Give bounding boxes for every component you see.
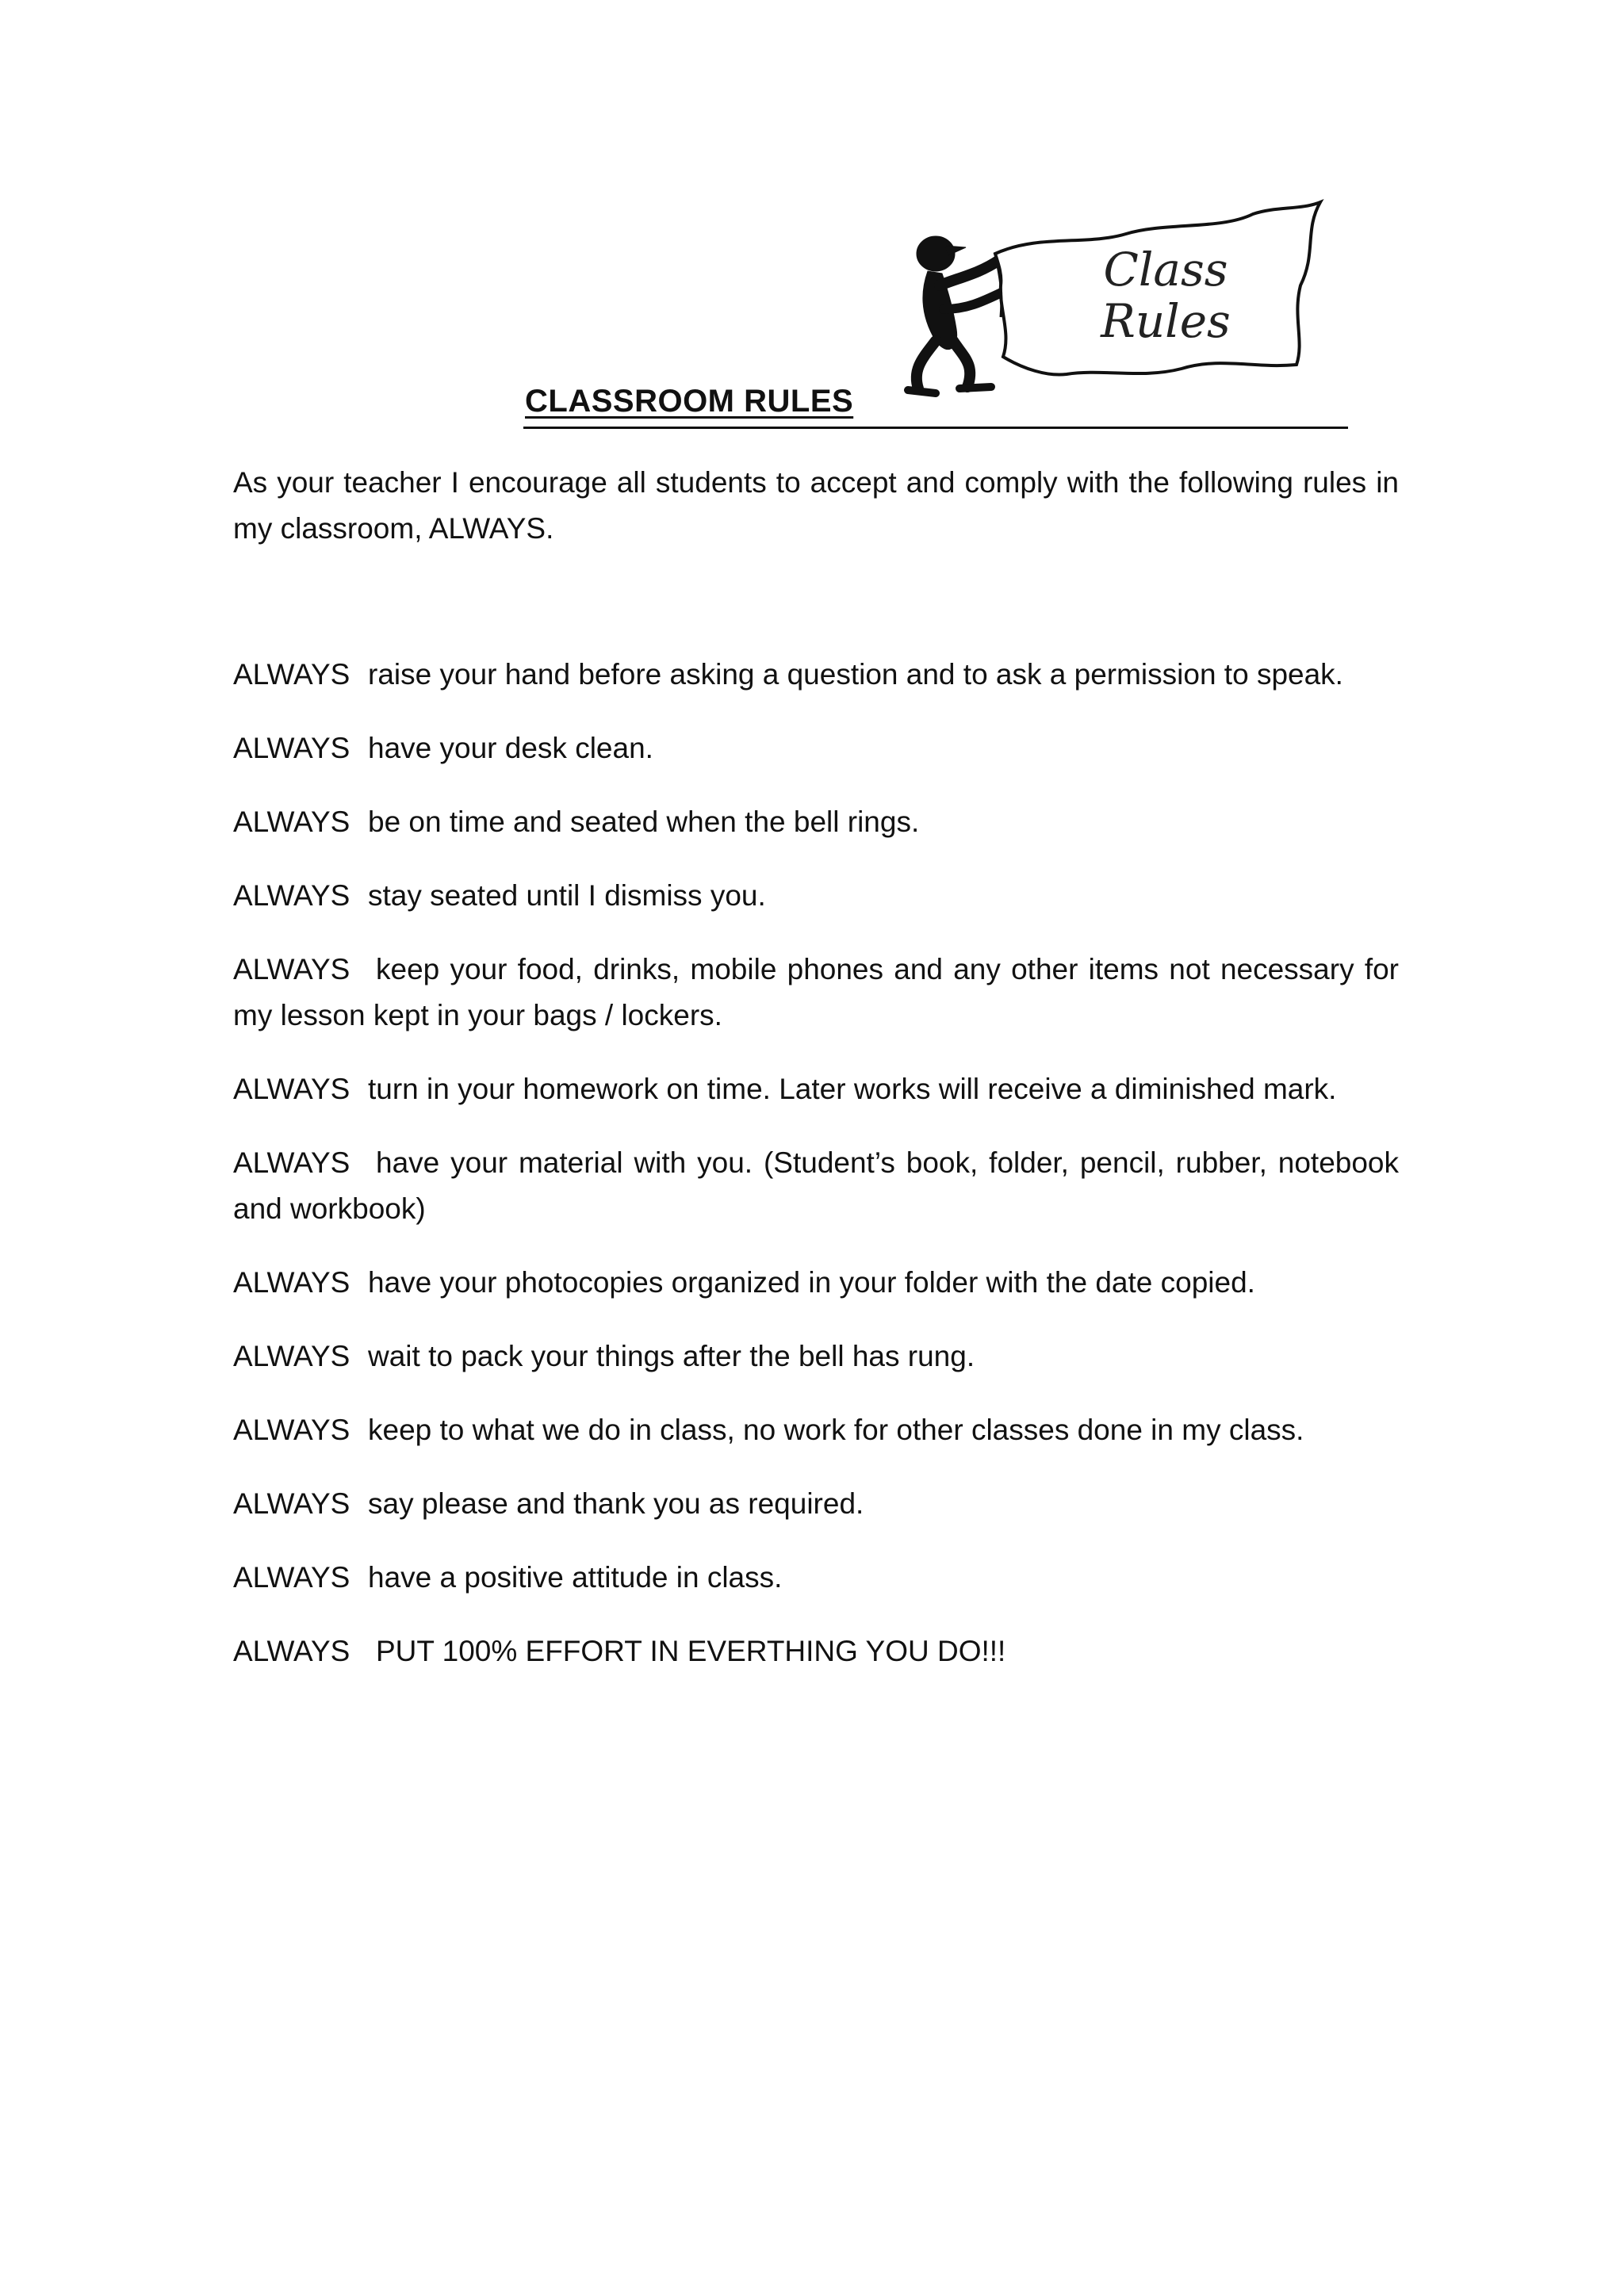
rule-keyword: ALWAYS — [233, 1146, 350, 1179]
rule-keyword: ALWAYS — [233, 879, 350, 912]
rule-text: have your desk clean. — [368, 732, 653, 764]
rule-item — [233, 1140, 1399, 1232]
rule-keyword: ALWAYS — [233, 1487, 350, 1520]
rule-text: have your photocopies organized in your folder with the date copied. — [368, 1266, 1255, 1299]
rule-item — [233, 1260, 1399, 1306]
rule-keyword: ALWAYS — [233, 1340, 350, 1372]
rule-text: turn in your homework on time. Later works will receive a diminished mark. — [368, 1073, 1337, 1105]
logo-text-class: Class — [1103, 243, 1228, 297]
rule-text: keep your food, drinks, mobile phones and any other items not necessary for my lesson kept in your bags / lockers. — [233, 953, 1399, 1031]
rule-item — [233, 652, 1399, 698]
rule-keyword: ALWAYS — [233, 806, 350, 838]
intro-paragraph: As your teacher I encourage all students to accept and comply with the following rules in my classroom, ALWAYS. — [233, 466, 1399, 545]
rule-text: have a positive attitude in class. — [368, 1561, 783, 1594]
rule-item — [233, 799, 1399, 845]
rule-keyword: ALWAYS — [233, 1635, 350, 1667]
rule-item — [233, 1066, 1399, 1112]
rule-text: be on time and seated when the bell rings. — [368, 806, 920, 838]
rule-item — [233, 873, 1399, 919]
rule-keyword: ALWAYS — [233, 732, 350, 764]
figure-silhouette-icon — [908, 236, 1003, 393]
logo-text-rules: Rules — [1101, 294, 1231, 348]
rule-keyword: ALWAYS — [233, 658, 350, 691]
rule-text: wait to pack your things after the bell has rung. — [368, 1340, 975, 1372]
rule-text: raise your hand before asking a question and to ask a permission to speak. — [368, 658, 1343, 691]
rule-text: have your material with you. (Student’s book, folder, pencil, rubber, notebook and workbook) — [233, 1146, 1399, 1225]
rule-keyword: ALWAYS — [233, 1266, 350, 1299]
rules-list — [233, 652, 1399, 1702]
rule-item — [233, 725, 1399, 771]
rule-keyword: ALWAYS — [233, 1414, 350, 1446]
rule-item — [233, 1407, 1399, 1453]
rule-keyword: ALWAYS — [233, 1073, 350, 1105]
rule-text: PUT 100% EFFORT IN EVERTHING YOU DO!!! — [376, 1635, 1006, 1667]
rule-item — [233, 1334, 1399, 1380]
rule-keyword: ALWAYS — [233, 1561, 350, 1594]
rule-item — [233, 1555, 1399, 1601]
rule-text: keep to what we do in class, no work for other classes done in my class. — [368, 1414, 1304, 1446]
rule-text: say please and thank you as required. — [368, 1487, 864, 1520]
rule-text: stay seated until I dismiss you. — [368, 879, 766, 912]
rule-item — [233, 1628, 1399, 1674]
rule-keyword: ALWAYS — [233, 953, 350, 985]
rule-item — [233, 1481, 1399, 1527]
page-title: CLASSROOM RULES — [525, 384, 854, 419]
rule-item — [233, 947, 1399, 1039]
